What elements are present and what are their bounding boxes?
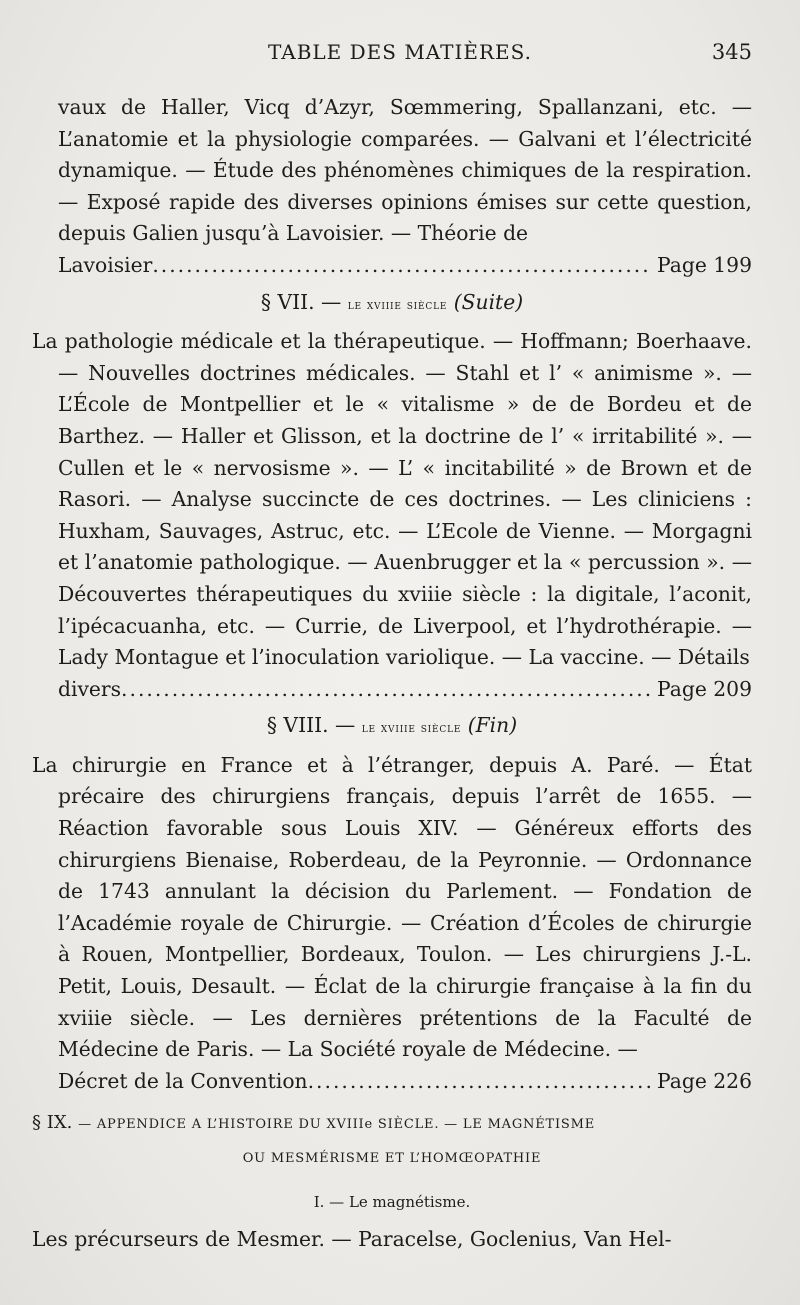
section-ix-text: Les précurseurs de Mesmer. — Paracelse, Goclenius, Van Hel- xyxy=(32,1227,672,1252)
continued-entry-leader xyxy=(32,250,752,282)
section-vii-text: La pathologie médicale et la thérapeutique. — Hoffmann; Boerhaave. — Nouvelles doctrines médicales. — Stahl et l’ « animisme ». — L’École de Montpellier et le « vitalisme » de de Bordeu et de Barthez. — Haller et Glisson, et la doctrine de l’ « irritabilité ». — Cullen et le « nervosisme ». — L’ « incitabilité » de Brown et de Rasori. — Analyse succincte de ces doctrines. — Les cliniciens : Huxham, Sauvages, Astruc, etc. — L’Ecole de Vienne. — Morgagni et l’anatomie pathologique. — Auenbrugger et la « percussion ». — Découvertes thérapeutiques du xviiie siècle : la digitale, l’aconit, l’ipécacuanha, etc. — Currie, de Liverpool, et l’hydrothérapie. — Lady Montague et l’inoculation variolique. — La vaccine. — Détails xyxy=(32,329,752,670)
page-reference: Page 209 xyxy=(657,676,752,701)
dot-leader xyxy=(152,250,651,282)
heading-dash: — xyxy=(335,713,356,738)
section-sign: § VIII. xyxy=(266,713,329,738)
table-of-contents xyxy=(32,92,752,1256)
entry-last-word: divers xyxy=(58,676,122,701)
appendix-title-line1: — APPENDICE A L’HISTOIRE DU XVIIIe SIÈCLE. — LE MAGNÉTISME xyxy=(78,1117,596,1133)
subsection-heading: I. — Le magnétisme. xyxy=(313,1192,471,1211)
appendix-title-line2: OU MESMÉRISME ET L’HOMŒOPATHIE xyxy=(242,1151,542,1166)
section-heading-viii xyxy=(32,710,752,745)
page-reference: Page 199 xyxy=(657,252,752,277)
continued-entry-text: vaux de Haller, Vicq d’Azyr, Sœmmering, Spallanzani, etc. — L’anatomie et la physiologie comparées. — Galvani et l’électricité dynamique. — Étude des phénomènes chimiques de la respiration. — Exposé rapide des diverses opinions émises sur cette question, depuis Galien jusqu’à Lavoisier. — Théorie de xyxy=(58,95,752,246)
page-reference: Page 226 xyxy=(657,1068,752,1093)
entry-last-word: Lavoisier xyxy=(58,252,153,277)
dot-leader xyxy=(121,674,651,706)
page-number: 345 xyxy=(711,40,752,64)
section-vii-leader xyxy=(32,674,752,706)
heading-dash: — xyxy=(321,289,342,314)
entry-last-word: Décret de la Convention xyxy=(58,1068,308,1093)
heading-suffix: (Fin) xyxy=(467,713,518,738)
heading-label: le xviiie siècle xyxy=(347,297,448,313)
section-viii-text: La chirurgie en France et à l’étranger, depuis A. Paré. — État précaire des chirurgiens français, depuis l’arrêt de 1655. — Réaction favorable sous Louis XIV. — Généreux efforts des chirurgiens Bienaise, Roberdeau, de la Peyronnie. — Ordonnance de 1743 annulant la décision du Parlement. — Fondation de l’Académie royale de Chirurgie. — Création d’Écoles de chirurgie à Rouen, Montpellier, Bordeaux, Toulon. — Les chirurgiens J.-L. Petit, Louis, Desault. — Éclat de la chirurgie française à la fin du xviiie siècle. — Les dernières prétentions de la Faculté de Médecine de Paris. — La Société royale de Médecine. — xyxy=(32,752,752,1062)
heading-suffix: (Suite) xyxy=(453,289,524,314)
section-heading-vii xyxy=(32,287,752,322)
running-header xyxy=(0,40,800,70)
section-heading-ix xyxy=(32,1107,752,1141)
section-sign: § VII. xyxy=(260,289,315,314)
section-viii-leader xyxy=(32,1066,752,1098)
header-title: TABLE DES MATIÈRES. xyxy=(268,40,532,64)
dot-leader xyxy=(308,1066,651,1098)
section-sign: § IX. xyxy=(32,1112,73,1134)
heading-label: le xviiie siècle xyxy=(361,721,462,737)
